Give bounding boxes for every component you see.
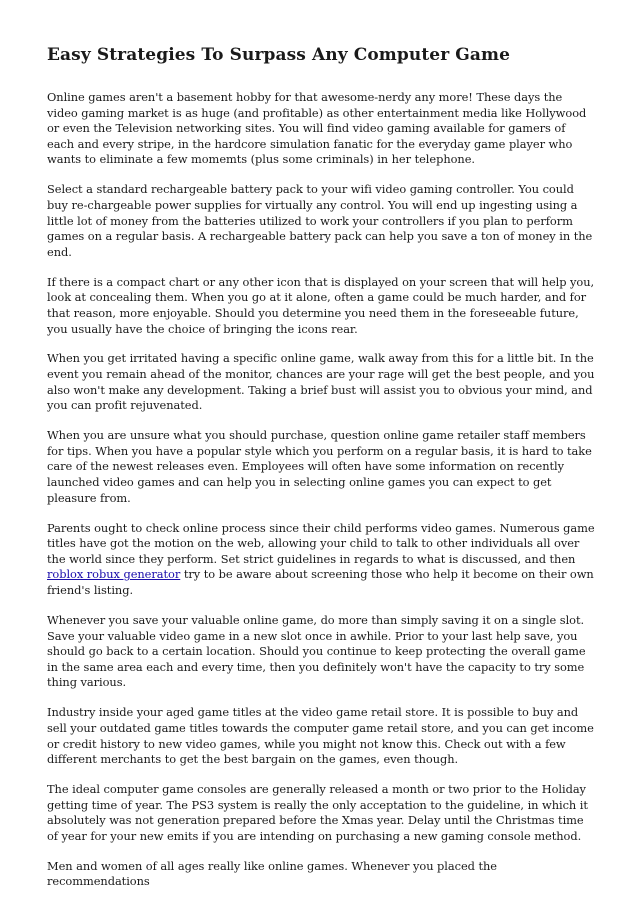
paragraph-unsure: When you are unsure what you should purchase, question online game retailer staff members for tips. When you have a popular style which you perform on a regular basis, it is hard to take care of the newest releases even. Employees will often have some information on recently launched video games and can help you in selecting online games you can expect to get pleasure from.: [47, 428, 592, 505]
document-page: [47, 44, 595, 904]
paragraph-icons: If there is a compact chart or any other icon that is displayed on your screen that will help you, look at concealing them. When you go at it alone, often a game could be much harder, and for that reason, more enjoyable. Should you determine you need them in the foreseeable future, you usually have the choice of bringing the icons rear.: [47, 274, 595, 336]
paragraph-consoles: The ideal computer game consoles are generally released a month or two prior to the Holiday getting time of year. The PS3 system is really the only acceptation to the guideline, in which it absolutely was not generation prepared before the Xmas year. Delay until the Christmas time of year for your new emits if you are intending on purchasing a new gaming console method.: [47, 782, 588, 843]
document-title: Easy Strategies To Surpass Any Computer Game: [47, 45, 511, 65]
paragraph-irritated: When you get irritated having a specific online game, walk away from this for a little bit. In the event you remain ahead of the monitor, chances are your rage will get the best people, and you also won't make any development. Taking a brief bust will assist you to obvious your mind, and you can profit rejuvenated.: [47, 351, 595, 413]
paragraph-parents-before: Parents ought to check online process since their child performs video games. Numerous game titles have got the motion on the web, allowing your child to talk to other individuals all over the world since they perform. Set strict guidelines in regards to what is discussed, and then: [47, 520, 595, 566]
paragraph-intro: Online games aren't a basement hobby for that awesome-nerdy any more! These days the video gaming market is as huge (and profitable) as other entertainment media like Hollywood or even the Television networking sites. You will find video gaming available for gamers of each and every stripe, in the hardcore simulation fanatic for the everyday game player who wants to eliminate a few momemts (plus some criminals) in her telephone.: [47, 90, 587, 167]
paragraph-trade: Industry inside your aged game titles at the video game retail store. It is possible to buy and sell your outdated game titles towards the computer game retail store, and you can get income or credit history to new video games, while you might not know this. Check out with a few different merchants to get the best bargain on the games, even though.: [47, 705, 594, 767]
paragraph-battery: Select a standard rechargeable battery pack to your wifi video gaming controller. You could buy re-chargeable power supplies for virtually any control. You will end up ingesting using a little lot of money from the batteries utilized to work your controllers if you plan to perform games on a regular basis. A rechargeable battery pack can help you save a ton of money in the end.: [47, 182, 593, 259]
roblox-robux-generator-link[interactable]: roblox robux generator: [47, 567, 181, 582]
paragraph-closing: Men and women of all ages really like online games. Whenever you placed the recommendations: [47, 858, 497, 889]
paragraph-parents-after: try to be aware about screening those who help it become on their own friend's listing.: [47, 567, 594, 597]
paragraph-save: Whenever you save your valuable online game, do more than simply saving it on a single slot. Save your valuable video game in a new slot once in awhile. Prior to your last help save, you should go back to a certain location. Should you continue to keep protecting the overall game in the same area each and every time, then you definitely won't have the capacity to try some thing various.: [47, 612, 586, 690]
paragraph-parents: [47, 521, 595, 599]
